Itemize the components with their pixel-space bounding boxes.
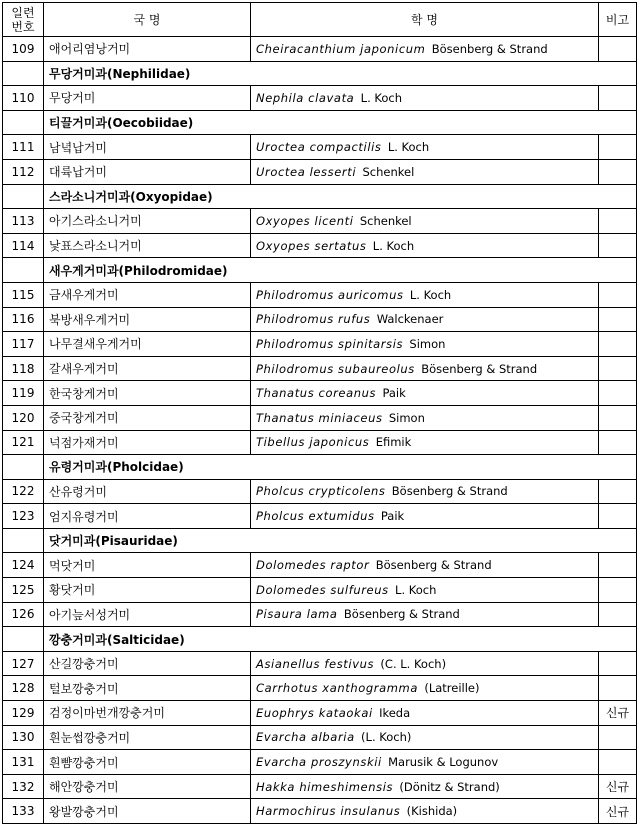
serial-number: 119	[3, 381, 44, 406]
note-cell	[599, 602, 637, 627]
korean-name: 산길깡충거미	[44, 651, 251, 676]
family-row	[3, 184, 637, 209]
family-row-spacer	[3, 627, 44, 652]
serial-number: 126	[3, 602, 44, 627]
korean-name: 중국창게거미	[44, 405, 251, 430]
family-name: 티끌거미과(Oecobiidae)	[44, 110, 599, 135]
scientific-name: Evarcha proszynskii	[256, 755, 382, 770]
note-cell: 신규	[599, 799, 637, 824]
scientific-name: Hakka himeshimensis	[256, 779, 394, 794]
table-row	[3, 553, 637, 578]
table-row	[3, 233, 637, 258]
korean-name: 낯표스라소니거미	[44, 233, 251, 258]
note-cell	[599, 332, 637, 357]
serial-number: 116	[3, 307, 44, 332]
korean-name: 넉점가재거미	[44, 430, 251, 455]
serial-number: 111	[3, 135, 44, 160]
note-cell	[599, 135, 637, 160]
family-row	[3, 258, 637, 283]
author-citation: L. Koch	[372, 238, 415, 253]
scientific-name: Tibellus japonicus	[256, 435, 370, 450]
korean-name: 산유령거미	[44, 479, 251, 504]
korean-name: 해안깡충거미	[44, 774, 251, 799]
korean-name: 갈새우게거미	[44, 356, 251, 381]
scientific-name-cell	[251, 553, 599, 578]
scientific-name-cell	[251, 725, 599, 750]
note-cell	[599, 725, 637, 750]
table-row	[3, 332, 637, 357]
serial-number: 120	[3, 405, 44, 430]
scientific-name-cell	[251, 651, 599, 676]
scientific-name-cell	[251, 282, 599, 307]
serial-number: 118	[3, 356, 44, 381]
note-cell: 신규	[599, 774, 637, 799]
family-row-spacer	[3, 528, 44, 553]
scientific-name: Cheiracanthium japonicum	[256, 41, 426, 56]
author-citation: L. Koch	[360, 90, 402, 105]
table-row	[3, 578, 637, 603]
table-row	[3, 381, 637, 406]
family-row-spacer	[3, 184, 44, 209]
family-row-note-spacer	[599, 110, 637, 135]
family-row-note-spacer	[599, 61, 637, 86]
serial-number: 117	[3, 332, 44, 357]
note-cell	[599, 479, 637, 504]
note-cell	[599, 37, 637, 62]
table-row	[3, 86, 637, 111]
author-citation: Simon	[388, 410, 425, 425]
serial-number: 133	[3, 799, 44, 824]
scientific-name-cell	[251, 86, 599, 111]
note-cell	[599, 86, 637, 111]
serial-number: 125	[3, 578, 44, 603]
scientific-name-cell	[251, 479, 599, 504]
family-row-note-spacer	[599, 528, 637, 553]
serial-number: 124	[3, 553, 44, 578]
scientific-name: Harmochirus insulanus	[256, 804, 401, 819]
scientific-name: Oxyopes sertatus	[256, 238, 367, 253]
scientific-name: Evarcha albaria	[256, 730, 355, 745]
scientific-name-cell	[251, 774, 599, 799]
table-row	[3, 651, 637, 676]
serial-number: 113	[3, 209, 44, 234]
family-name: 닷거미과(Pisauridae)	[44, 528, 599, 553]
author-citation: (C. L. Koch)	[380, 656, 447, 671]
serial-number: 114	[3, 233, 44, 258]
author-citation: Bösenberg & Strand	[421, 361, 538, 376]
scientific-name-cell	[251, 307, 599, 332]
note-header: 비고	[599, 3, 637, 37]
korean-name: 털보깡충거미	[44, 676, 251, 701]
note-cell	[599, 676, 637, 701]
scientific-name-cell	[251, 701, 599, 726]
serial-number: 121	[3, 430, 44, 455]
scientific-name-header: 학 명	[251, 3, 599, 37]
serial-number: 123	[3, 504, 44, 529]
author-citation: (Latreille)	[424, 681, 480, 696]
scientific-name-cell	[251, 381, 599, 406]
note-cell	[599, 282, 637, 307]
scientific-name: Pholcus extumidus	[256, 509, 375, 524]
korean-name: 왕발깡충거미	[44, 799, 251, 824]
author-citation: L. Koch	[387, 140, 430, 155]
author-citation: Ikeda	[379, 705, 411, 720]
scientific-name-cell	[251, 37, 599, 62]
family-row	[3, 61, 637, 86]
note-cell	[599, 159, 637, 184]
author-citation: Efimik	[375, 435, 412, 450]
scientific-name: Nephila clavata	[256, 90, 355, 105]
family-name: 스라소니거미과(Oxyopidae)	[44, 184, 599, 209]
table-row	[3, 159, 637, 184]
table-row	[3, 774, 637, 799]
note-cell	[599, 504, 637, 529]
scientific-name-cell	[251, 209, 599, 234]
table-row	[3, 405, 637, 430]
note-cell	[599, 553, 637, 578]
note-cell	[599, 430, 637, 455]
note-cell	[599, 651, 637, 676]
serial-number: 128	[3, 676, 44, 701]
species-table	[2, 2, 637, 824]
serial-number: 131	[3, 750, 44, 775]
table-row	[3, 135, 637, 160]
author-citation: Walckenaer	[376, 312, 444, 327]
scientific-name-cell	[251, 356, 599, 381]
serial-number: 122	[3, 479, 44, 504]
scientific-name: Asianellus festivus	[256, 656, 375, 671]
table-row	[3, 282, 637, 307]
family-row-spacer	[3, 455, 44, 480]
serial-number: 129	[3, 701, 44, 726]
family-row-spacer	[3, 110, 44, 135]
table-row	[3, 676, 637, 701]
table-row	[3, 701, 637, 726]
table-row	[3, 602, 637, 627]
family-name: 깡충거미과(Salticidae)	[44, 627, 599, 652]
korean-name: 무당거미	[44, 86, 251, 111]
scientific-name-cell	[251, 676, 599, 701]
note-cell	[599, 233, 637, 258]
scientific-name: Philodromus rufus	[256, 312, 371, 327]
note-cell	[599, 578, 637, 603]
family-row	[3, 627, 637, 652]
korean-name: 엄지유령거미	[44, 504, 251, 529]
author-citation: Simon	[409, 336, 446, 351]
note-cell	[599, 750, 637, 775]
serial-number-header	[3, 3, 44, 37]
author-citation: Bösenberg & Strand	[431, 41, 548, 56]
scientific-name: Uroctea compactilis	[256, 140, 382, 155]
author-citation: (Dönitz & Strand)	[399, 779, 500, 794]
author-citation: Bösenberg & Strand	[343, 607, 460, 622]
family-row	[3, 110, 637, 135]
note-cell	[599, 381, 637, 406]
scientific-name-cell	[251, 332, 599, 357]
family-name: 무당거미과(Nephilidae)	[44, 61, 599, 86]
korean-name: 흰뺨깡충거미	[44, 750, 251, 775]
author-citation: Bösenberg & Strand	[375, 558, 492, 573]
family-name: 유령거미과(Pholcidae)	[44, 455, 599, 480]
author-citation: Paik	[382, 386, 406, 401]
korean-name: 아기스라소니거미	[44, 209, 251, 234]
serial-number: 130	[3, 725, 44, 750]
family-row-spacer	[3, 258, 44, 283]
scientific-name-cell	[251, 135, 599, 160]
table-row	[3, 209, 637, 234]
scientific-name: Uroctea lesserti	[256, 164, 357, 179]
serial-number-header-line1: 일련	[11, 5, 35, 20]
family-name: 새우게거미과(Philodromidae)	[44, 258, 599, 283]
species-list-sheet	[2, 2, 636, 824]
scientific-name-cell	[251, 430, 599, 455]
korean-name: 아기늪서성거미	[44, 602, 251, 627]
scientific-name-cell	[251, 602, 599, 627]
table-row	[3, 504, 637, 529]
serial-number-header-line2: 번호	[11, 19, 35, 34]
serial-number: 109	[3, 37, 44, 62]
scientific-name: Pholcus crypticolens	[256, 484, 386, 499]
scientific-name-cell	[251, 405, 599, 430]
table-row	[3, 307, 637, 332]
scientific-name-cell	[251, 233, 599, 258]
family-row-spacer	[3, 61, 44, 86]
species-table-body	[3, 37, 637, 824]
note-cell: 신규	[599, 701, 637, 726]
family-row-note-spacer	[599, 184, 637, 209]
korean-name: 금새우게거미	[44, 282, 251, 307]
korean-name: 검정이마번개깡충거미	[44, 701, 251, 726]
serial-number: 115	[3, 282, 44, 307]
scientific-name: Euophrys kataokai	[256, 705, 373, 720]
korean-name: 황닷거미	[44, 578, 251, 603]
serial-number: 132	[3, 774, 44, 799]
scientific-name: Dolomedes sulfureus	[256, 582, 389, 597]
scientific-name-cell	[251, 504, 599, 529]
author-citation: Schenkel	[362, 164, 415, 179]
author-citation: Paik	[380, 509, 405, 524]
note-cell	[599, 405, 637, 430]
scientific-name: Thanatus coreanus	[256, 386, 377, 401]
note-cell	[599, 307, 637, 332]
table-row	[3, 356, 637, 381]
scientific-name: Dolomedes raptor	[256, 558, 370, 573]
table-row	[3, 799, 637, 824]
header-row	[3, 3, 637, 37]
korean-name-header: 국 명	[44, 3, 251, 37]
note-cell	[599, 356, 637, 381]
family-row-note-spacer	[599, 627, 637, 652]
serial-number: 110	[3, 86, 44, 111]
scientific-name: Philodromus auricomus	[256, 287, 404, 302]
korean-name: 애어리염낭거미	[44, 37, 251, 62]
scientific-name: Pisaura lama	[256, 607, 338, 622]
serial-number: 127	[3, 651, 44, 676]
korean-name: 한국창게거미	[44, 381, 251, 406]
scientific-name-cell	[251, 799, 599, 824]
family-row-note-spacer	[599, 258, 637, 283]
serial-number: 112	[3, 159, 44, 184]
korean-name: 대륙납거미	[44, 159, 251, 184]
korean-name: 북방새우게거미	[44, 307, 251, 332]
korean-name: 흰눈썹깡충거미	[44, 725, 251, 750]
table-row	[3, 479, 637, 504]
scientific-name: Carrhotus xanthogramma	[256, 681, 419, 696]
korean-name: 먹닷거미	[44, 553, 251, 578]
author-citation: Schenkel	[359, 213, 412, 228]
table-row	[3, 430, 637, 455]
scientific-name: Philodromus spinitarsis	[256, 336, 404, 351]
table-row	[3, 725, 637, 750]
korean-name: 남녘납거미	[44, 135, 251, 160]
table-row	[3, 750, 637, 775]
note-cell	[599, 209, 637, 234]
author-citation: L. Koch	[409, 287, 452, 302]
family-row	[3, 528, 637, 553]
korean-name: 나무결새우게거미	[44, 332, 251, 357]
scientific-name: Philodromus subaureolus	[256, 361, 415, 376]
author-citation: L. Koch	[395, 582, 437, 597]
family-row-note-spacer	[599, 455, 637, 480]
author-citation: Marusik & Logunov	[388, 755, 499, 770]
scientific-name: Thanatus miniaceus	[256, 410, 383, 425]
author-citation: (L. Koch)	[361, 730, 412, 745]
author-citation: Bösenberg & Strand	[391, 484, 508, 499]
author-citation: (Kishida)	[406, 804, 458, 819]
table-row	[3, 37, 637, 62]
scientific-name: Oxyopes licenti	[256, 213, 354, 228]
scientific-name-cell	[251, 159, 599, 184]
scientific-name-cell	[251, 750, 599, 775]
scientific-name-cell	[251, 578, 599, 603]
family-row	[3, 455, 637, 480]
